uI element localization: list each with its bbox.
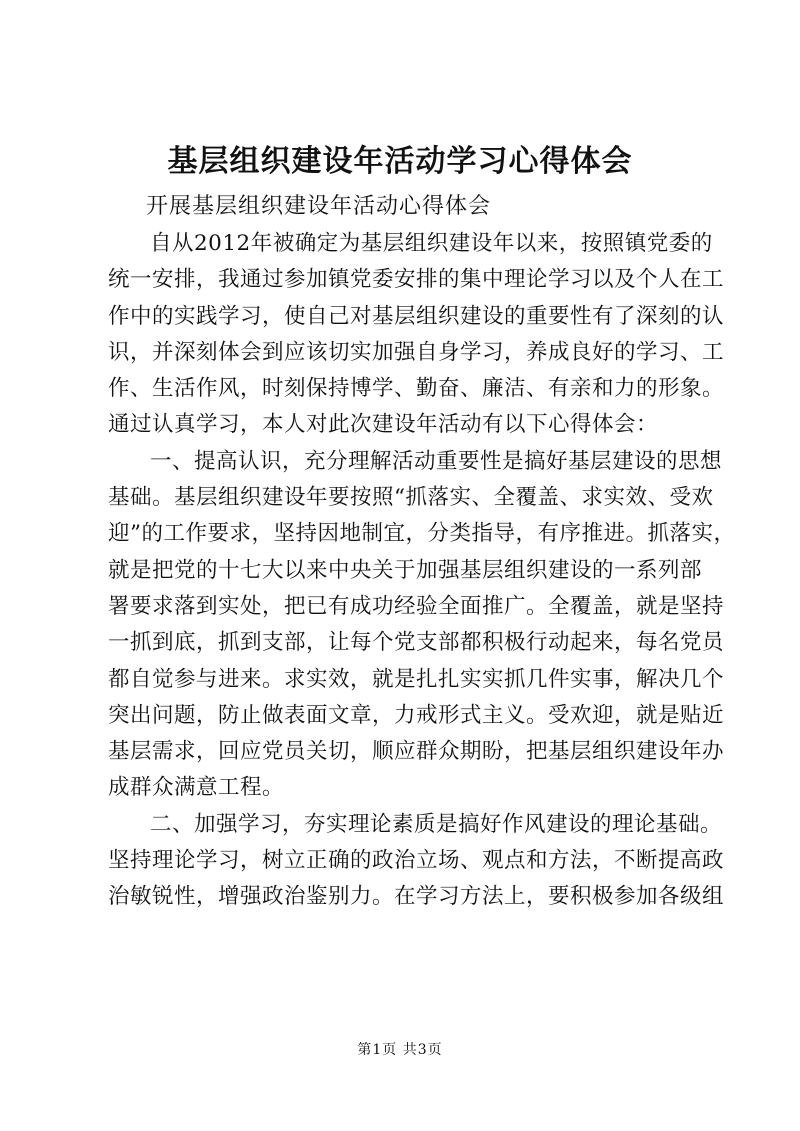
text-line: 基础。基层组织建设年要按照“抓落实、全覆盖、求实效、受欢 [108,485,714,511]
text-line: 作中的实践学习，使自己对基层组织建设的重要性有了深刻的认 [108,303,725,329]
text-line: 统一安排，我通过参加镇党委安排的集中理论学习以及个人在工 [108,267,725,293]
text-line: 成群众满意工程。 [108,775,285,801]
text-line: 都自觉参与进来。求实效，就是扎扎实实抓几件实事，解决几个 [108,666,725,692]
page-number-footer: 第1页 共3页 [357,1042,443,1058]
text-line: 作、生活作风，时刻保持博学、勤奋、廉洁、有亲和力的形象。 [108,376,725,402]
paragraph-section-2 [108,807,725,916]
paragraph-section-1 [108,444,736,807]
text-line: 迎”的工作要求，坚持因地制宜，分类指导，有序推进。抓落实， [108,521,736,547]
text-line: 自从2012年被确定为基层组织建设年以来，按照镇党委的 [150,231,713,256]
text-line: 一、提高认识，充分理解活动重要性是搞好基层建设的思想 [150,448,723,474]
text-line: 就是把党的十七大以来中央关于加强基层组织建设的一系列部 [108,557,703,583]
document-body [108,226,736,916]
document-title: 基层组织建设年活动学习心得体会 [167,144,633,179]
text-line: 突出问题，防止做表面文章，力戒形式主义。受欢迎，就是贴近 [108,702,725,728]
text-line: 坚持理论学习，树立正确的政治立场、观点和方法，不断提高政 [108,848,725,874]
paragraph-intro [108,226,725,444]
text-line: 治敏锐性，增强政治鉴别力。在学习方法上，要积极参加各级组 [108,884,725,910]
text-line: 通过认真学习，本人对此次建设年活动有以下心得体会： [108,412,659,438]
text-line: 基层需求，回应党员关切，顺应群众期盼，把基层组织建设年办 [108,739,725,765]
text-line: 署要求落到实处，把已有成功经验全面推广。全覆盖，就是坚持 [108,593,725,619]
text-line: 一抓到底，抓到支部，让每个党支部都积极行动起来，每名党员 [108,630,725,656]
document-subtitle: 开展基层组织建设年活动心得体会 [146,194,492,219]
text-line: 识，并深刻体会到应该切实加强自身学习，养成良好的学习、工 [108,339,725,365]
text-line: 二、加强学习，夯实理论素质是搞好作风建设的理论基础。 [150,811,723,837]
